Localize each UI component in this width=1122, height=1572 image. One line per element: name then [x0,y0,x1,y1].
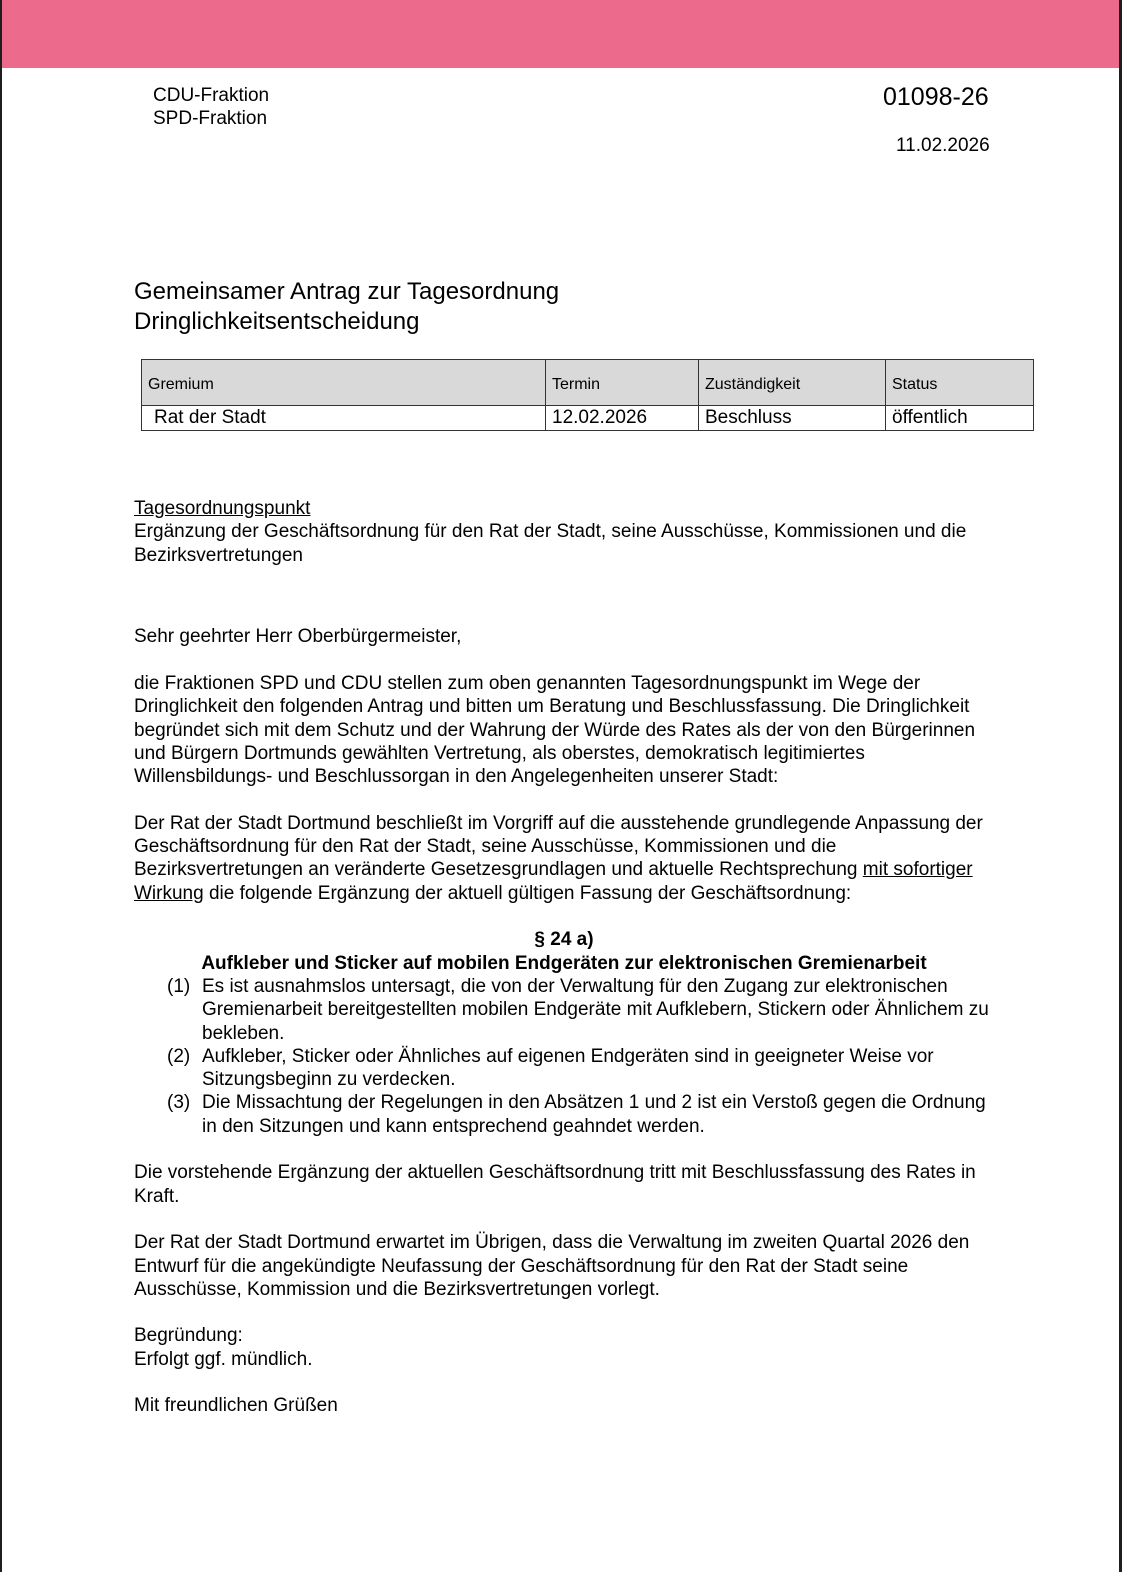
cell-gremium: Rat der Stadt [142,406,546,431]
meta-table [141,359,1034,431]
salutation: Sehr geehrter Herr Oberbürgermeister, [134,626,462,648]
section-number: § 24 a) [534,929,594,951]
list-item: (1) Es ist ausnahmslos untersagt, die von der Verwaltung für den Zugang zur elektronischen Gremienarbeit bereitgestellten mobilen Endgeräte mit Aufklebern, Stickern oder Ähnlichem zu bekleben. [167,975,989,1044]
table-row [142,406,1034,431]
document-date: 11.02.2026 [896,135,990,156]
resolution-paragraph: Der Rat der Stadt Dortmund beschließt im Vorgriff auf die ausstehende grundlegende Anpassung der Geschäftsordnung für den Rat der Stadt, seine Ausschüsse, Kommissionen und die Bezirksvertretungen an veränderte Gesetzesgrundlagen und aktuelle Rechtsprechung mit sofortiger Wirkung die folgende Ergänzung der aktuell gültigen Fassung der Geschäftsordnung: [134,812,983,904]
closing: Mit freundlichen Grüßen [134,1395,338,1417]
list-item: (3) Die Missachtung der Regelungen in den Absätzen 1 und 2 ist ein Verstoß gegen die Ordnung in den Sitzungen und kann entsprechend geahndet werden. [167,1092,986,1137]
section-title: Aufkleber und Sticker auf mobilen Endgeräten zur elektronischen Gremienarbeit [201,952,927,974]
agenda-text: Ergänzung der Geschäftsordnung für den Rat der Stadt, seine Ausschüsse, Kommissionen und die Bezirksvertretungen [134,521,967,566]
rules-list [134,975,994,1138]
cell-termin: 12.02.2026 [546,406,699,431]
sender-cdu: CDU-Fraktion [153,85,270,106]
underlined-phrase: mit sofortiger Wirkung [134,859,973,904]
header-termin: Termin [546,360,699,406]
document-page [2,0,1119,1572]
intro-paragraph: die Fraktionen SPD und CDU stellen zum oben genannten Tagesordnungspunkt im Wege der Dringlichkeit den folgenden Antrag und bitten um Beratung und Beschlussfassung. Die Dringlichkeit begründet sich mit dem Schutz und der Wahrung der Würde des Rates als der von den Bürgerinnen und Bürgern Dortmunds gewählten Vertretung, als oberstes, demokratisch legitimiertes Willensbildungs- und Beschlussorgan in den Angelegenheiten unserer Stadt: [134,673,976,788]
reason-text: Erfolgt ggf. mündlich. [134,1348,313,1370]
meta-table-header [142,360,1034,406]
header-status: Status [886,360,1034,406]
cell-status: öffentlich [886,406,1034,431]
expectation-paragraph: Der Rat der Stadt Dortmund erwartet im Übrigen, dass die Verwaltung im zweiten Quartal 2026 den Entwurf für die angekündigte Neufassung der Geschäftsordnung für den Rat der Stadt seine Ausschüsse, Kommission und die Bezirksvertretungen vorlegt. [134,1232,970,1300]
sender-block [153,84,269,130]
list-item: (2) Aufkleber, Sticker oder Ähnliches auf eigenen Endgeräten sind in geeigneter Weise vor Sitzungsbeginn zu verdecken. [167,1045,934,1091]
agenda-label: Tagesordnungspunkt [134,498,311,519]
letter-body [134,497,994,1418]
title-line-1: Gemeinsamer Antrag zur Tagesordnung [134,278,560,305]
reason-label: Begründung: [134,1325,243,1347]
title-line-2: Dringlichkeitsentscheidung [134,308,420,335]
cell-zustaendigkeit: Beschluss [699,406,886,431]
header-gremium: Gremium [142,360,546,406]
header-color-band [2,0,1119,68]
sender-spd: SPD-Fraktion [153,108,268,129]
document-number: 01098-26 [883,83,989,111]
header-zustaendigkeit: Zuständigkeit [699,360,886,406]
effective-paragraph: Die vorstehende Ergänzung der aktuellen Geschäftsordnung tritt mit Beschlussfassung des Rates in Kraft. [134,1162,976,1207]
document-title [134,277,559,337]
